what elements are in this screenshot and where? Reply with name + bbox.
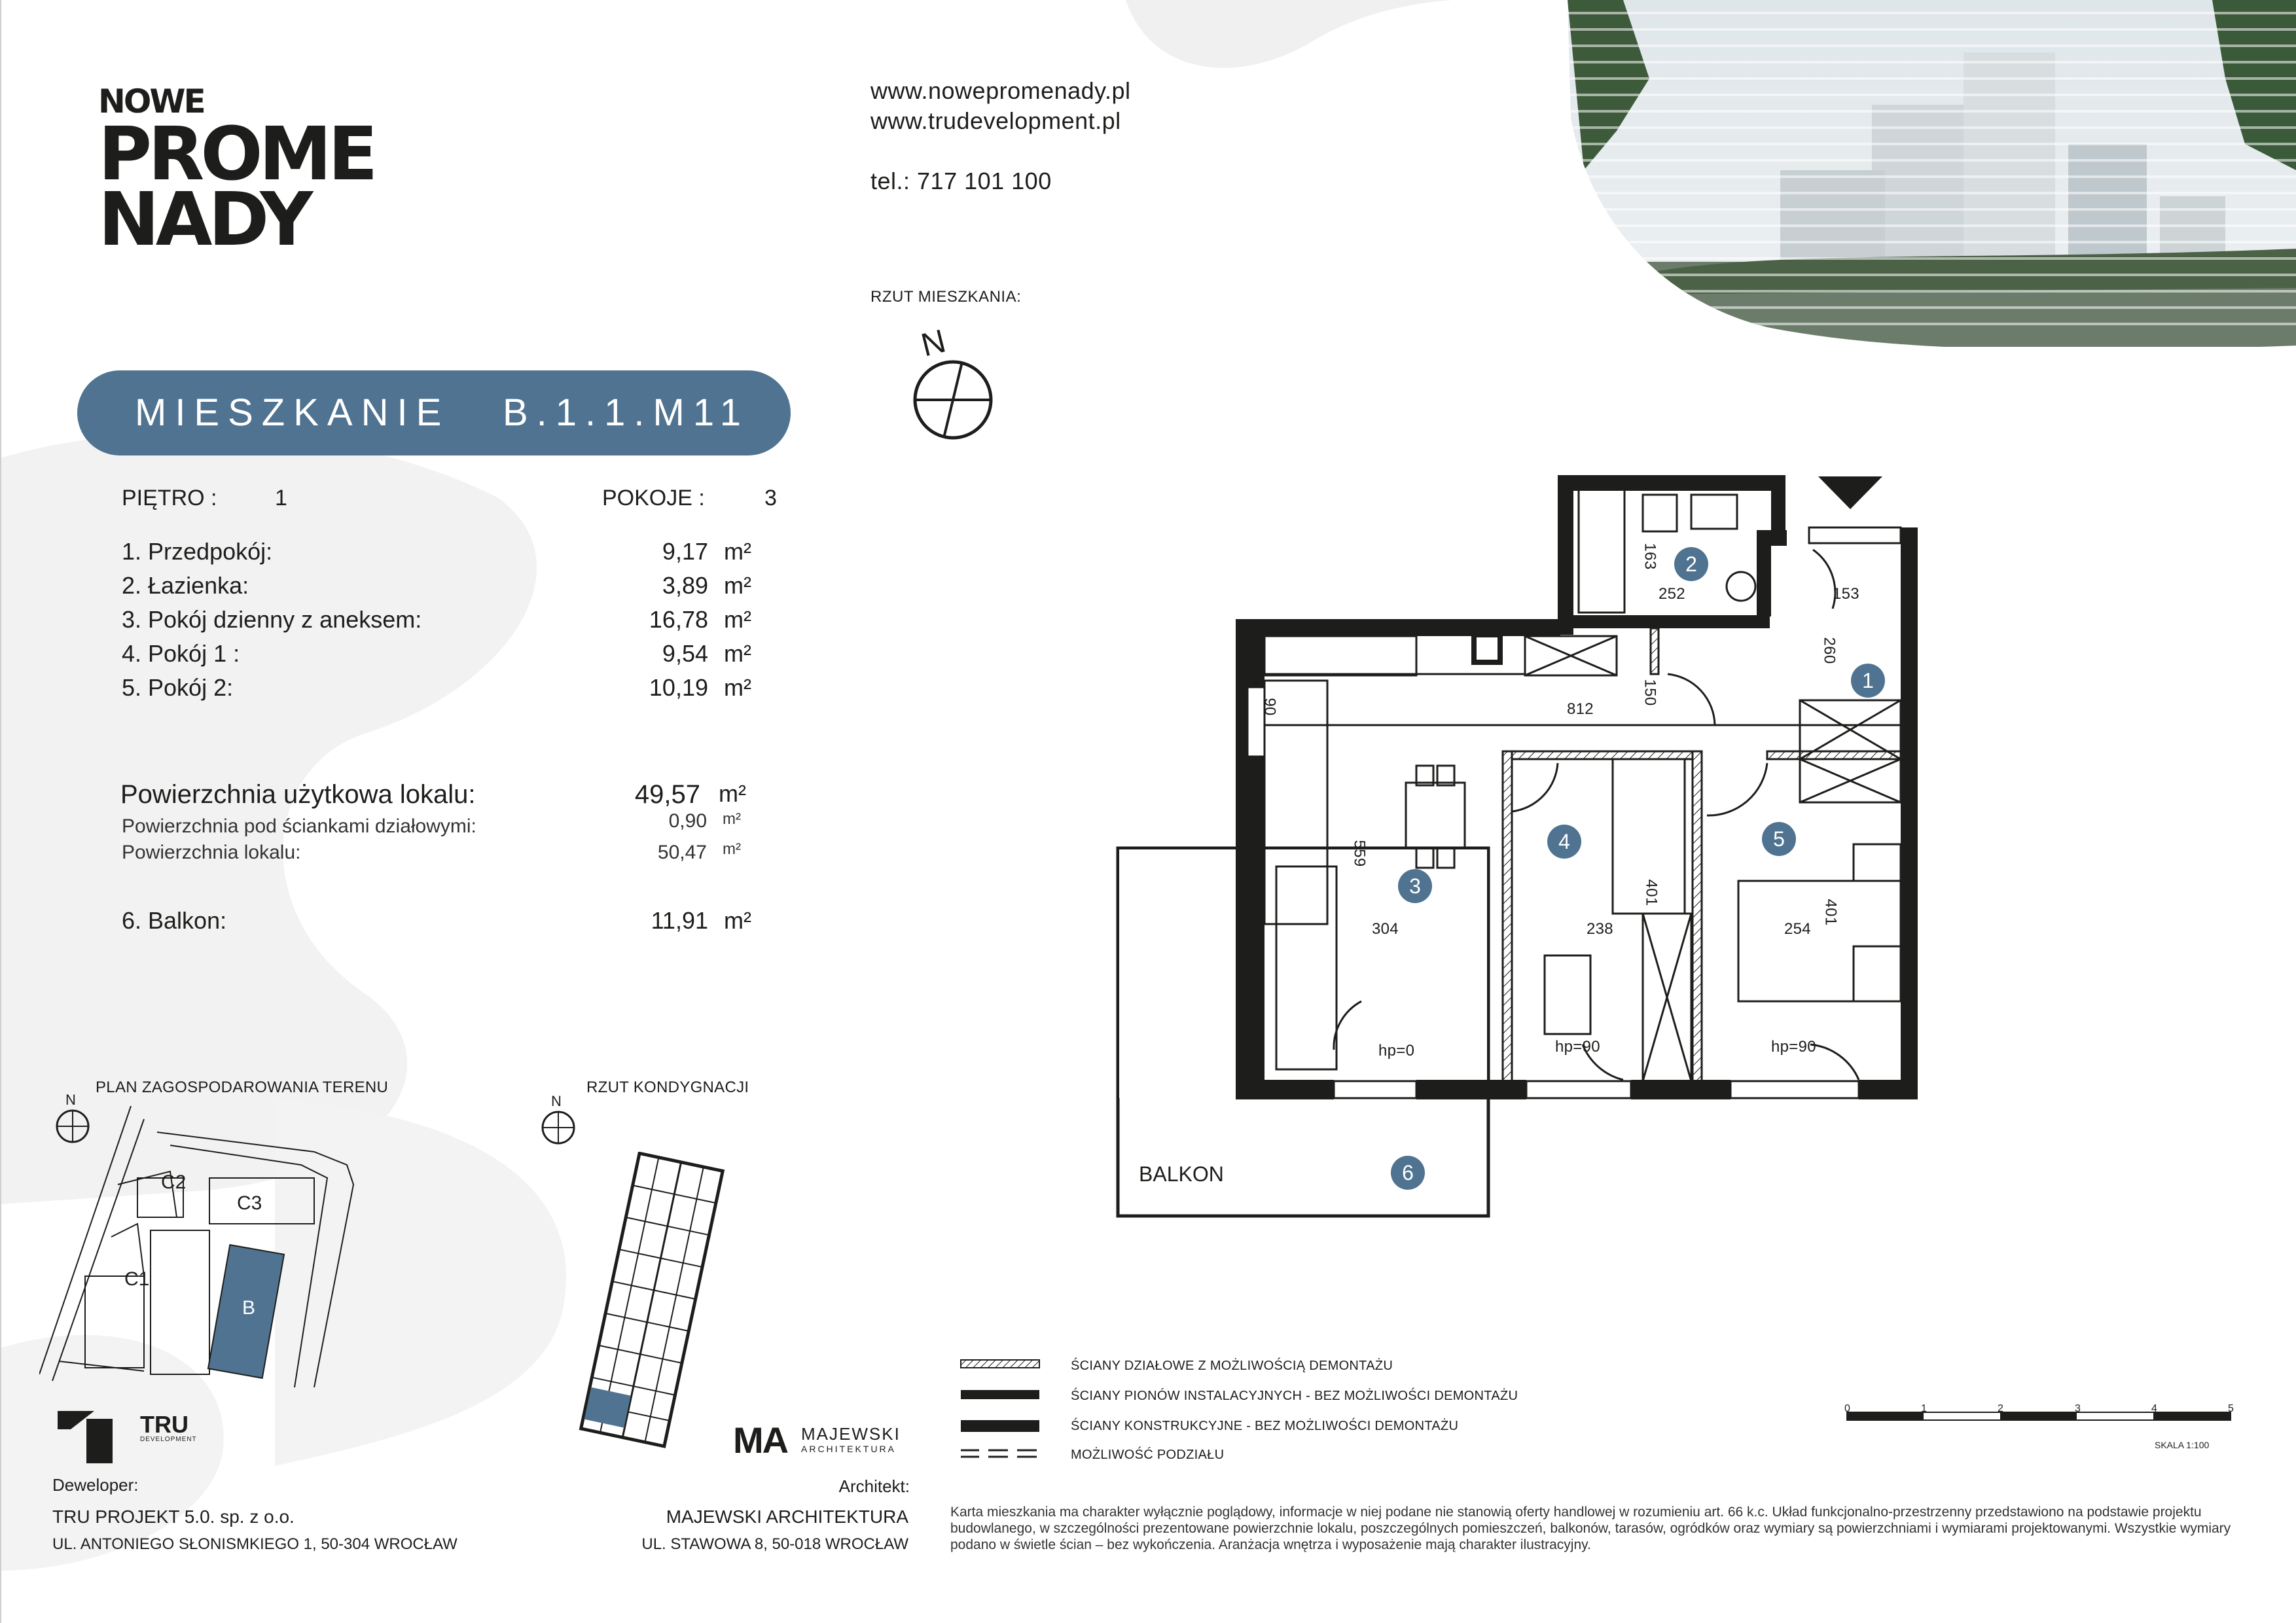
legend-item: ŚCIANY DZIAŁOWE Z MOŻLIWOŚCIĄ DEMONTAŻU (1071, 1359, 1393, 1373)
dimension-label: 304 (1372, 920, 1399, 938)
dimension-label: 254 (1784, 920, 1811, 938)
rooms-label: POKOJE : (602, 486, 705, 510)
tru-logo-sub: DEVELOPMENT (140, 1436, 197, 1443)
north-compass-icon (902, 324, 1007, 448)
balcony-area: 11,91 (651, 907, 708, 934)
room-area: 9,54 (662, 640, 708, 667)
floor-plan-north-letter: N (551, 1093, 562, 1109)
rooms-value: 3 (764, 486, 777, 510)
scale-tick: 1 (1921, 1403, 1927, 1414)
usable-area-label: Powierzchnia użytkowa lokalu: (120, 780, 476, 809)
room-label: 5. Pokój 2: (122, 674, 234, 701)
balcony-unit: m² (724, 907, 751, 934)
dimension-label: 163 (1641, 543, 1659, 570)
scale-tick: 4 (2151, 1403, 2157, 1414)
dimension-label: 252 (1659, 585, 1685, 603)
room-label: 4. Pokój 1 : (122, 640, 240, 667)
scale-tick: 3 (2075, 1403, 2081, 1414)
room-area: 10,19 (649, 674, 708, 701)
total-area-unit: m² (723, 840, 741, 858)
logo-nady: NADY (98, 177, 310, 262)
website-link-trudevelopment[interactable]: www.trudevelopment.pl (870, 107, 1121, 134)
architect-logo-mark: MA (733, 1419, 788, 1461)
scale-bar (1846, 1411, 2238, 1424)
phone-number: tel.: 717 101 100 (870, 168, 1052, 194)
dimension-label: 150 (1641, 679, 1659, 706)
site-plan-north-letter: N (65, 1092, 76, 1108)
window-height-label: hp=0 (1378, 1042, 1415, 1060)
dimension-label: 401 (1821, 899, 1840, 926)
usable-area-value: 49,57 (634, 780, 700, 809)
disclaimer-text: Karta mieszkania ma charakter wyłącznie poglądowy, informacje w niej podane nie stanowią oferty handlowej w rozumieniu art. 66 k.c. Układ funkcjonalno-przestrzenny przedstawiono na podstawie projektu budowlanego, w szczególności prezentowane powierzchnie lokalu, poszczególnych pomieszczeń, balkonów, tarasów, ogródków oraz wymiary są powierzchniami i wymiarami projektowanymi. Wszystkie wymiary podano w świetle ścian – bez wykończenia. Aranżacja wnętrza i wyposażenie mają charakter ilustracyjny. (950, 1505, 2231, 1552)
apartment-floor-plan (1106, 471, 1931, 1224)
title-prefix: MIESZKANIE (135, 391, 450, 434)
architect-address: UL. STAWOWA 8, 50-018 WROCŁAW (641, 1535, 908, 1553)
room-area: 16,78 (649, 606, 708, 633)
architect-label: Architekt: (838, 1476, 910, 1496)
architect-name: MAJEWSKI ARCHITEKTURA (666, 1507, 908, 1527)
partition-area-value: 0,90 (668, 810, 707, 832)
architect-logo-line2: ARCHITEKTURA (801, 1444, 896, 1454)
website-link-nowepromenady[interactable]: www.nowepromenady.pl (870, 77, 1131, 104)
tru-logo-mark (58, 1411, 117, 1463)
dimension-label: 401 (1642, 879, 1660, 906)
room-unit: m² (724, 538, 751, 565)
developer-address: UL. ANTONIEGO SŁONISMKIEGO 1, 50-304 WROCŁAW (52, 1535, 457, 1553)
dimension-label: 559 (1350, 840, 1369, 867)
room-number: 4 (1558, 830, 1570, 853)
room-area: 3,89 (662, 572, 708, 599)
site-building-label: B (242, 1297, 256, 1319)
scale-tick: 0 (1844, 1403, 1850, 1414)
apartment-title (77, 370, 791, 455)
balcony-label: 6. Balkon: (122, 907, 227, 934)
floor-plan-north-icon (541, 1093, 580, 1145)
usable-area-unit: m² (719, 780, 746, 807)
legend-item: ŚCIANY KONSTRUKCYJNE - BEZ MOŻLIWOŚCI DEMONTAŻU (1071, 1419, 1459, 1433)
total-area-value: 50,47 (657, 842, 707, 863)
title-code: B.1.1.M11 (503, 391, 750, 434)
room-number: 3 (1409, 874, 1421, 898)
scale-label: SKALA 1:100 (2155, 1440, 2210, 1450)
compass-letter: N (917, 322, 950, 364)
partition-area-label: Powierzchnia pod ściankami działowymi: (122, 815, 476, 837)
dimension-label: 812 (1567, 700, 1594, 718)
room-unit: m² (724, 674, 751, 701)
room-unit: m² (724, 640, 751, 667)
logo-nowe: NOWE (98, 82, 204, 120)
site-plan-title: PLAN ZAGOSPODAROWANIA TERENU (96, 1079, 389, 1096)
page-edge (0, 0, 1, 1623)
legend-item: MOŻLIWOŚĆ PODZIAŁU (1071, 1448, 1225, 1462)
developer-label: Deweloper: (52, 1475, 139, 1495)
architect-logo-line1: MAJEWSKI (801, 1424, 901, 1444)
developer-name: TRU PROJEKT 5.0. sp. z o.o. (52, 1507, 295, 1527)
balcony-plan-label: BALKON (1139, 1162, 1224, 1186)
floor-label: PIĘTRO : (122, 486, 217, 510)
dimension-label: 90 (1261, 698, 1279, 716)
floor-value: 1 (275, 486, 287, 510)
floor-plan-small-title: RZUT KONDYGNACJI (586, 1079, 749, 1096)
site-building-label: C3 (237, 1192, 262, 1214)
site-building-label: C1 (124, 1268, 150, 1290)
building-photo (1568, 0, 2296, 347)
dimension-label: 153 (1833, 585, 1859, 603)
site-plan-map (39, 1106, 367, 1387)
room-number: 5 (1773, 827, 1785, 851)
window-height-label: hp=90 (1771, 1038, 1816, 1056)
total-area-label: Powierzchnia lokalu: (122, 842, 301, 863)
scale-tick: 2 (1998, 1403, 2003, 1414)
room-number: 2 (1685, 552, 1697, 576)
logo-prome: PROME (98, 112, 374, 197)
room-number: 6 (1402, 1161, 1414, 1185)
room-label: 1. Przedpokój: (122, 538, 273, 565)
room-number: 1 (1862, 669, 1874, 692)
partition-area-unit: m² (723, 810, 741, 828)
legend-item: ŚCIANY PIONÓW INSTALACYJNYCH - BEZ MOŻLIWOŚCI DEMONTAŻU (1071, 1389, 1518, 1403)
scale-tick: 5 (2228, 1403, 2234, 1414)
room-area: 9,17 (662, 538, 708, 565)
room-label: 2. Łazienka: (122, 572, 249, 599)
dimension-label: 260 (1820, 637, 1839, 664)
room-unit: m² (724, 572, 751, 599)
site-building-label: C2 (161, 1171, 187, 1193)
plan-label: RZUT MIESZKANIA: (870, 288, 1022, 306)
window-height-label: hp=90 (1555, 1038, 1600, 1056)
legend-symbols (960, 1359, 1045, 1463)
dimension-label: 238 (1587, 920, 1613, 938)
room-label: 3. Pokój dzienny z aneksem: (122, 606, 422, 633)
room-unit: m² (724, 606, 751, 633)
floor-plan-thumbnail (563, 1152, 733, 1453)
tru-logo-text: TRU (140, 1411, 188, 1438)
